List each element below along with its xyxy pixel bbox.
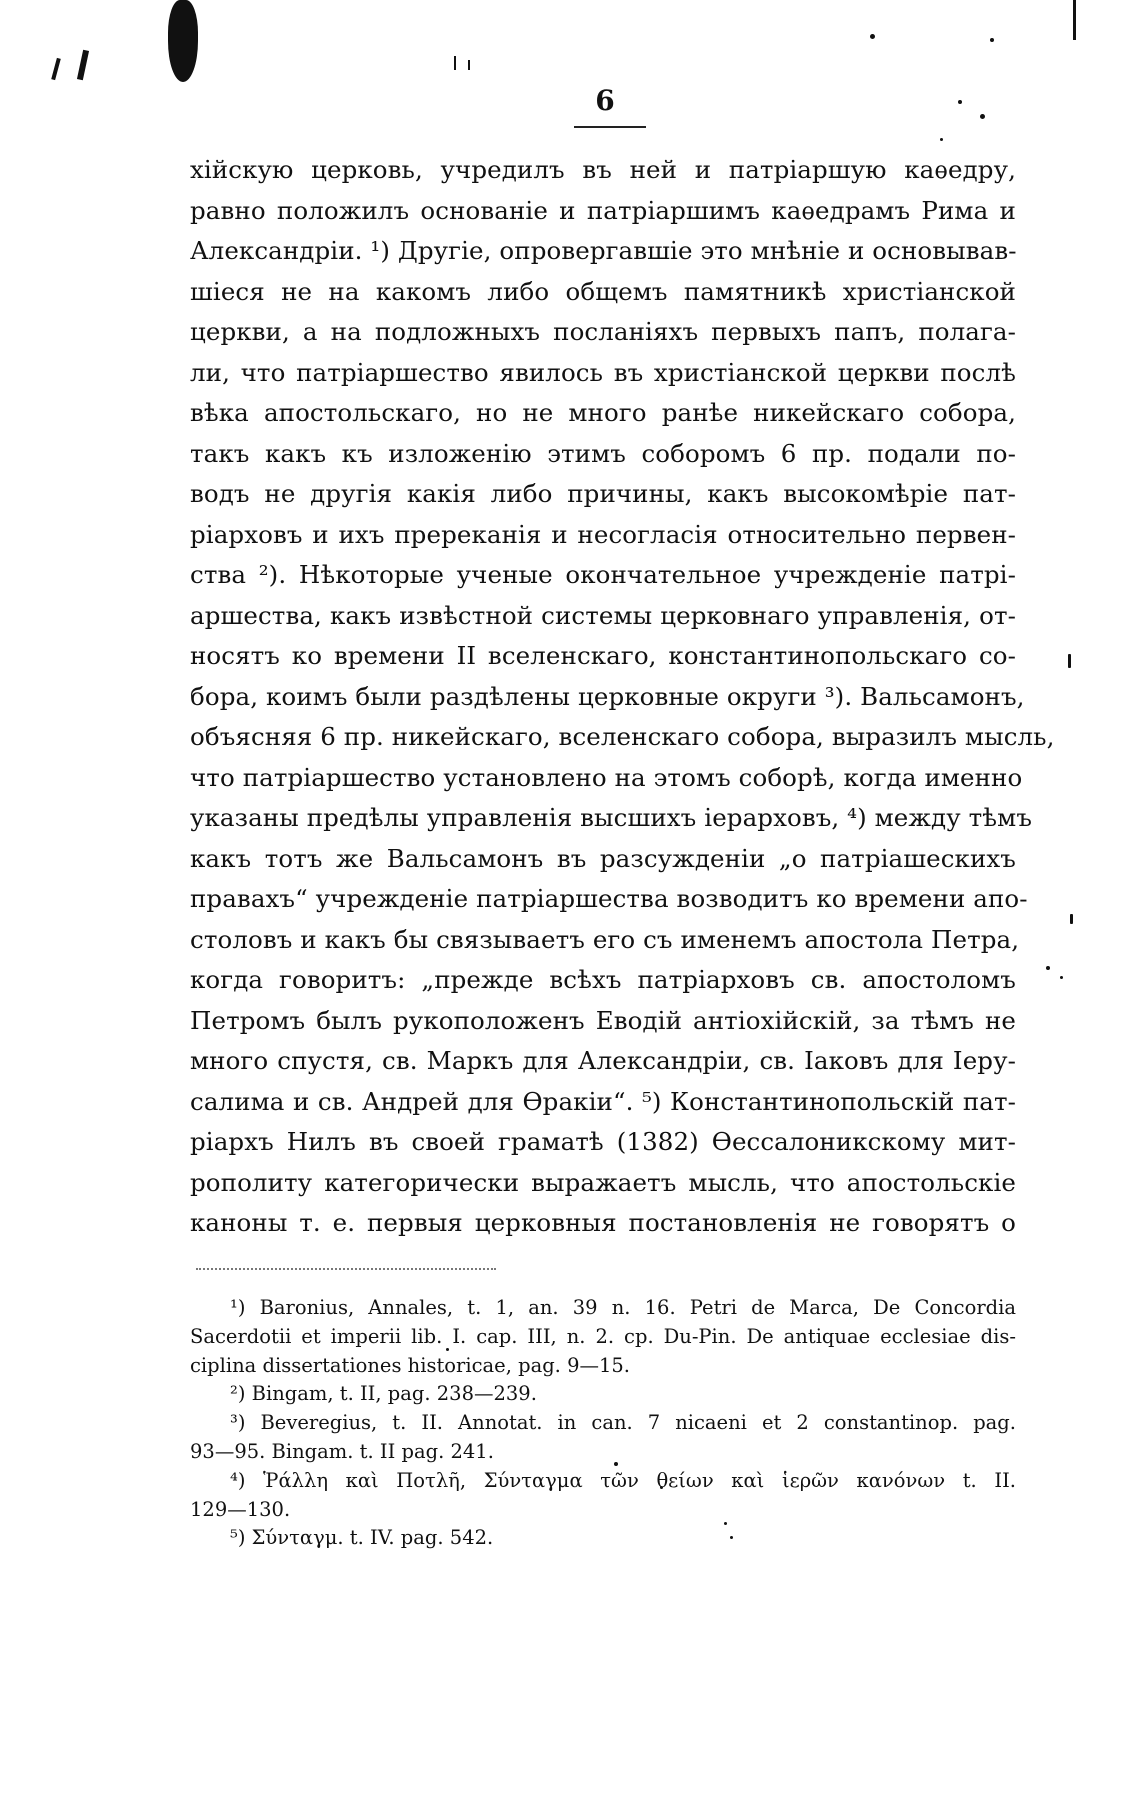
body-line: бора, коимъ были раздѣлены церковные округи ³). Вальсамонъ, <box>190 681 1025 711</box>
footnote-line: Sacerdotii et imperii lib. I. cap. III, n. 2. cp. Du-Pin. De antiquae ecclesiae dis- <box>190 1324 1016 1348</box>
ink-mark-left-2 <box>51 58 61 80</box>
footnote-line: ⁴) Ῥάλλη καὶ Ποτλῆ, Σύνταγμα τῶν θείων καὶ ἱερῶν κανόνων t. II. <box>230 1468 1016 1492</box>
body-line: какъ тотъ же Вальсамонъ въ разсужденiи „о патрiашескихъ <box>190 843 1016 873</box>
body-line: ства ²). Нѣкоторые ученые окончательное учрежденiе патрi- <box>190 560 1016 589</box>
body-line: когда говоритъ: „прежде всѣхъ патрiарховъ св. апостоломъ <box>190 965 1016 994</box>
body-line: салима и св. Андрей для Ѳракiи“. ⁵) Константинопольскiй пат- <box>190 1086 1016 1116</box>
body-line: шiеся не на какомъ либо общемъ памятникѣ христiанской <box>190 276 1016 306</box>
speck <box>1070 914 1073 924</box>
body-line: носятъ ко времени II вселенскаго, константинопольскаго со- <box>190 641 1016 670</box>
footnotes <box>190 1294 1016 1553</box>
page-number: 6 <box>595 84 615 117</box>
body-line: хiйскую церковь, учредилъ въ ней и патрiаршую каѳедру, <box>190 155 1016 184</box>
ink-mark-top <box>454 56 456 70</box>
footnote-separator <box>196 1268 496 1270</box>
speck <box>1068 654 1071 668</box>
body-line: рiарховъ и ихъ пререканiя и несогласiя относительно первен- <box>190 519 1016 549</box>
body-line: аршества, какъ извѣстной системы церковнаго управленiя, от- <box>190 600 1016 630</box>
body-line: ли, что патрiаршество явилось въ христiанской церкви послѣ <box>190 357 1016 387</box>
speck <box>1060 976 1063 979</box>
right-edge-line <box>1073 0 1076 40</box>
body-line: Александрiи. ¹) Другiе, опровергавшiе это мнѣнiе и основывав- <box>190 236 1017 265</box>
body-line: рополиту категорически выражаетъ мысль, что апостольскiе <box>190 1167 1016 1197</box>
speck <box>990 38 994 42</box>
body-text <box>190 150 1055 1244</box>
body-line: столовъ и какъ бы связываетъ его съ именемъ апостола Петра, <box>190 924 1020 954</box>
footnote-line: ²) Bingam, t. II, pag. 238—239. <box>230 1382 537 1406</box>
speck <box>1046 966 1050 970</box>
body-line: церкви, а на подложныхъ посланiяхъ первыхъ папъ, полага- <box>190 317 1016 346</box>
body-line: рiархъ Нилъ въ своей граматѣ (1382) Ѳессалоникскому мит- <box>190 1127 1016 1156</box>
ink-mark-left <box>77 50 89 81</box>
body-line: водъ не другiя какiя либо причины, какъ высокомѣрiе пат- <box>190 479 1016 508</box>
footnote-line: 93—95. Bingam. t. II pag. 241. <box>190 1439 494 1463</box>
body-line: такъ какъ къ изложенiю этимъ соборомъ 6 пр. подали по- <box>190 438 1016 468</box>
footnote-line: ⁵) Σύνταγμ. t. IV. pag. 542. <box>230 1526 494 1550</box>
footnote-line: ¹) Baronius, Annales, t. 1, an. 39 n. 16. Petri de Marca, De Concordia <box>230 1296 1016 1319</box>
speck <box>870 34 875 39</box>
body-line: Петромъ былъ рукоположенъ Еводiй антiохiйскiй, за тѣмъ не <box>190 1005 1016 1035</box>
body-line: много спустя, св. Маркъ для Александрiи, св. Iаковъ для Iеру- <box>190 1046 1016 1075</box>
body-line: указаны предѣлы управленiя высшихъ iерарховъ, ⁴) между тѣмъ <box>190 803 1033 832</box>
body-line: каноны т. е. первыя церковныя постановленiя не говорятъ о <box>190 1208 1016 1237</box>
footnote-line: ciplina dissertationes historicae, pag. 9—15. <box>190 1353 630 1377</box>
footnote-line: ³) Beveregius, t. II. Annotat. in can. 7 nicaeni et 2 constantinop. pag. <box>230 1411 1016 1435</box>
body-line: правахъ“ учрежденiе патрiаршества возводитъ ко времени апо- <box>190 884 1028 913</box>
ink-mark-top-2 <box>468 60 470 70</box>
footnote-line: 129—130. <box>190 1497 291 1521</box>
body-line: вѣка апостольскаго, но не много ранѣе никейскаго собора, <box>190 398 1016 427</box>
ink-blot-top-left <box>168 0 198 82</box>
page-number-underline <box>574 126 646 128</box>
speck <box>940 138 943 141</box>
body-line: равно положилъ основанiе и патрiаршимъ каѳедрамъ Рима и <box>190 195 1016 225</box>
body-line: объясняя 6 пр. никейскаго, вселенскаго собора, выразилъ мысль, <box>190 722 1055 751</box>
body-line: что патрiаршество установлено на этомъ соборѣ, когда именно <box>190 762 1023 792</box>
